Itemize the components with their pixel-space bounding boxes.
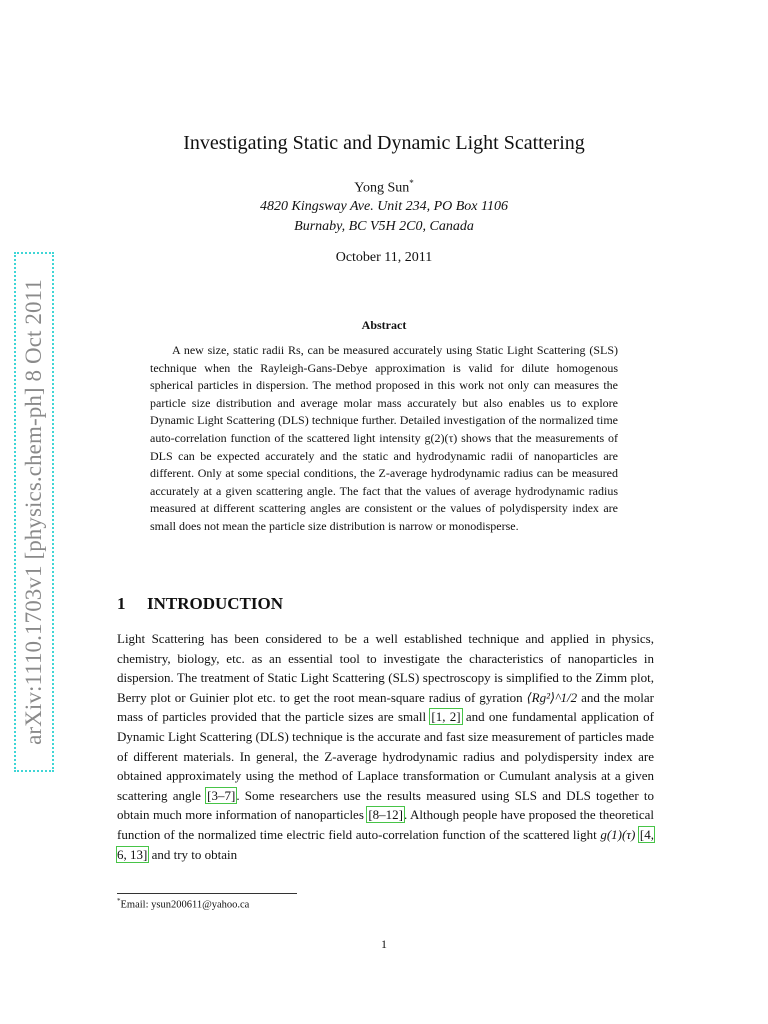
introduction-text [117, 629, 654, 864]
address-line-2: Burnaby, BC V5H 2C0, Canada [294, 219, 474, 234]
citation-link[interactable]: [8–12] [368, 807, 404, 823]
intro-text-7: and try to obtain [148, 846, 238, 862]
footnote-mark: * [117, 897, 121, 905]
intro-text-5: . Although people have proposed the theoretical function of the normalized time electric field auto-correlation function of the scattered light [117, 807, 654, 842]
footnote [117, 897, 249, 911]
citation-link[interactable]: [4, 6, 13] [117, 826, 655, 862]
citation-link[interactable]: [3–7] [207, 787, 236, 803]
abstract-text: A new size, static radii Rs, can be measured accurately using Static Light Scattering (SLS) technique when the Rayleigh-Gans-Debye approximation is valid for dilute homogenous spherical particles in dispersion. The method proposed in this work not only can measures the particle size distribution and average molar mass accurately but also enables us to explore Dynamic Light Scattering (DLS) technique further. Detailed investigation of the normalized time auto-correlation function of the scattered light intensity g(2)(τ) shows that the measurements of DLS can be expected accurately and the static and hydrodynamic radii of nanoparticles are different. Only at some special conditions, the Z-average hydrodynamic radius can be measured accurately at a given scattering angle. The fact that the values of average hydrodynamic radius measured at different scattering angles are consistent or the values of polydispersity index are small does not mean the particle size distribution is narrow or monodisperse. [150, 343, 618, 533]
arxiv-stamp[interactable] [14, 252, 54, 772]
paper-title: Investigating Static and Dynamic Light Scattering [183, 132, 585, 154]
author-name: Yong Sun [354, 180, 410, 196]
section-number: 1 [117, 594, 126, 613]
paper-date: October 11, 2011 [335, 250, 433, 265]
address-line-1: 4820 Kingsway Ave. Unit 234, PO Box 1106 [260, 199, 508, 214]
rg-math: ⟨Rg²⟩^1/2 [526, 689, 578, 705]
page-number: 1 [381, 937, 387, 951]
section-title: INTRODUCTION [147, 594, 284, 613]
author-footnote-mark[interactable]: * [409, 178, 414, 188]
g1-math: g(1)(τ) [600, 826, 636, 842]
section-heading [117, 594, 283, 614]
abstract-heading: Abstract [361, 318, 407, 332]
citation-link[interactable]: [1, 2] [431, 709, 461, 725]
author-line [100, 178, 668, 197]
arxiv-identifier[interactable]: arXiv:1110.1703v1 [physics.chem-ph] 8 Oct 2011 [21, 279, 46, 745]
abstract-body [150, 342, 618, 536]
intro-text-3: and one fundamental application of Dynamic Light Scattering (DLS) technique is the accurate and fast size measurement of particles made of different materials. In general, the Z-average hydrodynamic radius and polydispersity index are obtained approximately using the method of Laplace transformation or Cumulant analysis at a given scattering angle [117, 709, 654, 803]
footnote-rule [117, 893, 297, 894]
introduction-paragraph [117, 629, 654, 864]
intro-text-4: . Some researchers use the results measured using SLS and DLS together to obtain much more information of nanoparticles [117, 787, 654, 823]
intro-text-2: and the molar mass of particles provided that the particle sizes are small [117, 689, 654, 725]
footnote-email[interactable]: Email: ysun200611@yahoo.ca [120, 899, 250, 911]
intro-text-1: Light Scattering has been considered to be a well established technique and applied in physics, chemistry, biology, etc. as an essential tool to investigate the characteristics of nanoparticles in dispersion. The treatment of Static Light Scattering (SLS) spectroscopy is simplified to the Zimm plot, Berry plot or Guinier plot etc. to get the root mean-square radius of gyration [117, 631, 654, 705]
